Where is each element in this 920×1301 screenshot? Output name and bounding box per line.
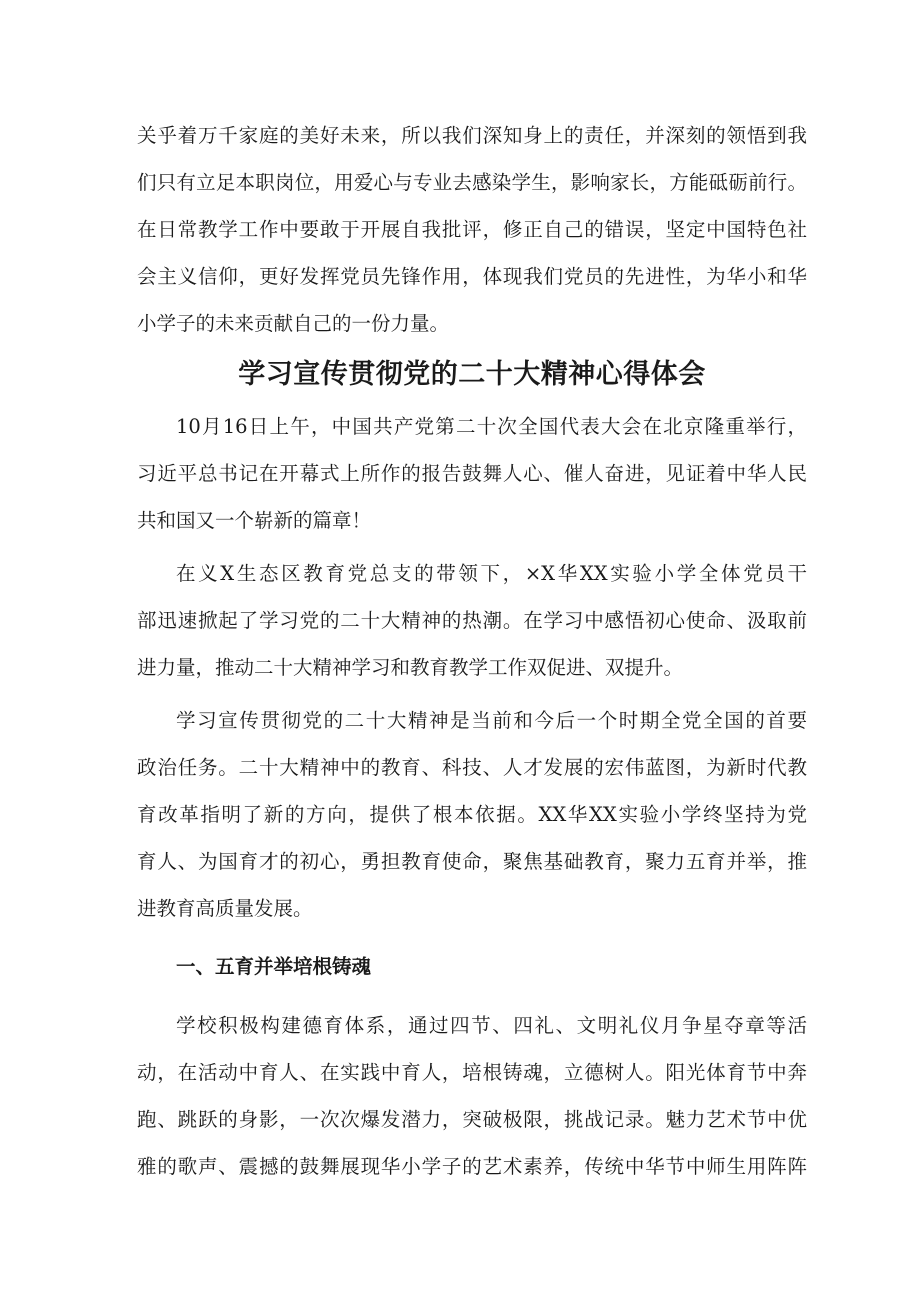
text-line: 在义X生态区教育党总支的带领下，×X华XX实验小学全体党员干: [176, 562, 807, 585]
text-line: 育人、为国育才的初心，勇担教育使命，聚焦基础教育，聚力五育并举，推: [137, 850, 807, 873]
text-line: 共和国又一个崭新的篇章！: [137, 509, 372, 532]
text-line: 政治任务。二十大精神中的教育、科技、人才发展的宏伟蓝图，为新时代教: [137, 756, 807, 779]
text-line: 动，在活动中育人、在实践中育人，培根铸魂，立德树人。阳光体育节中奔: [137, 1061, 807, 1084]
text-line: 关乎着万千家庭的美好未来，所以我们深知身上的责任，并深刻的领悟到我: [137, 124, 807, 147]
text-line: 学习宣传贯彻党的二十大精神是当前和今后一个时期全党全国的首要: [176, 709, 807, 732]
document-page: [137, 112, 807, 1190]
text-line: 进教育高质量发展。: [137, 897, 313, 920]
text-line: 们只有立足本职岗位，用爱心与专业去感染学生，影响家长，方能砥砺前行。: [137, 171, 807, 194]
text-line: 小学子的未来贡献自己的一份力量。: [137, 312, 450, 335]
paragraph-1: [137, 403, 807, 544]
section-heading: 一、五育并举培根铸魂: [176, 955, 372, 978]
text-line: 部迅速掀起了学习党的二十大精神的热潮。在学习中感悟初心使命、汲取前: [137, 609, 807, 632]
paragraph-4: [137, 1002, 807, 1190]
text-line: 学校积极构建德育体系，通过四节、四礼、文明礼仪月争星夺章等活: [176, 1014, 807, 1037]
text-line: 会主义信仰，更好发挥党员先锋作用，体现我们党员的先进性，为华小和华: [137, 265, 807, 288]
text-line: 育改革指明了新的方向，提供了根本依据。XX华XX实验小学终坚持为党: [137, 803, 807, 826]
document-title: 学习宣传贯彻党的二十大精神心得体会: [238, 359, 706, 390]
text-line: 跑、跳跃的身影，一次次爆发潜力，突破极限，挑战记录。魅力艺术节中优: [137, 1108, 807, 1131]
text-line: 在日常教学工作中要敢于开展自我批评，修正自己的错误，坚定中国特色社: [137, 218, 807, 241]
text-line: 进力量，推动二十大精神学习和教育教学工作双促进、双提升。: [137, 656, 684, 679]
paragraph-3: [137, 697, 807, 932]
text-line: 习近平总书记在开幕式上所作的报告鼓舞人心、催人奋进，见证着中华人民: [137, 462, 807, 485]
text-line: 10月16日上午，中国共产党第二十次全国代表大会在北京隆重举行，: [176, 415, 807, 438]
intro-paragraph: [137, 112, 807, 347]
text-line: 雅的歌声、震撼的鼓舞展现华小学子的艺术素养，传统中华节中师生用阵阵: [137, 1155, 807, 1178]
paragraph-2: [137, 550, 807, 691]
